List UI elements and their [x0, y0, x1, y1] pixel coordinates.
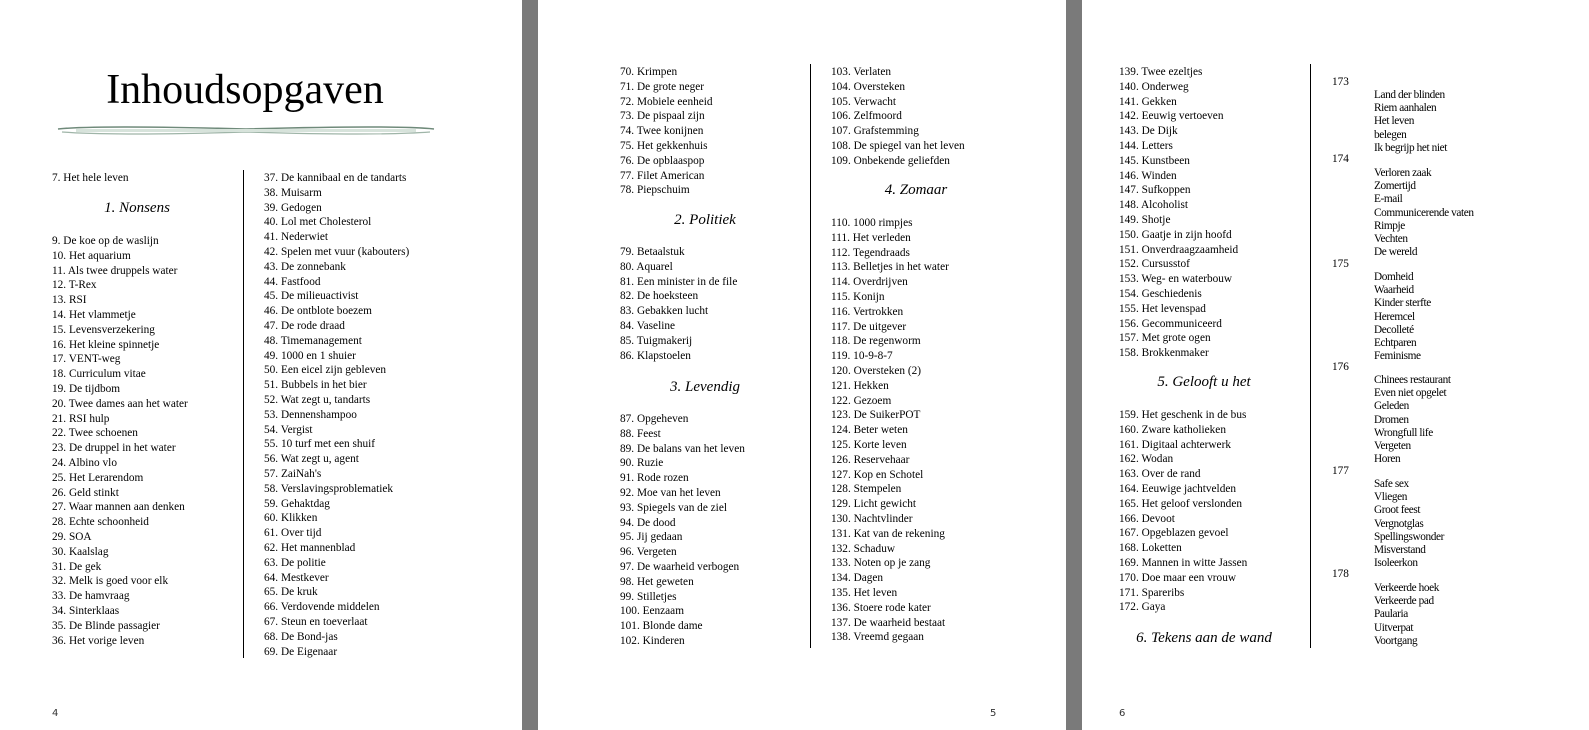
toc-entry: 170. Doe maar een vrouw — [1119, 571, 1237, 584]
poem-title: Feminisme — [1374, 350, 1421, 363]
page-4 — [0, 0, 522, 730]
toc-entry: 103. Verlaten — [831, 66, 892, 78]
toc-entry: 30. Kaalslag — [52, 545, 109, 558]
toc-entry: 119. 10-9-8-7 — [831, 350, 893, 363]
toc-entry: 97. De waarheid verbogen — [620, 561, 740, 573]
toc-entry: 38. Muisarm — [264, 186, 322, 199]
toc-entry: 109. Onbekende geliefden — [831, 154, 950, 167]
poem-title: Het leven — [1374, 115, 1414, 128]
toc-entry: 146. Winden — [1119, 169, 1177, 182]
toc-entry: 46. De ontblote boezem — [264, 305, 372, 318]
poem-group-list — [1374, 271, 1431, 363]
toc-entry: 127. Kop en Schotel — [831, 468, 924, 481]
poem-title: Geleden — [1374, 400, 1409, 413]
toc-entry: 56. Wat zegt u, agent — [264, 453, 359, 466]
toc-entry: 48. Timemanagement — [264, 334, 362, 347]
toc-entry: 69. De Eigenaar — [264, 645, 338, 658]
toc-entry: 16. Het kleine spinnetje — [52, 338, 160, 351]
toc-entry: 95. Jij gedaan — [620, 531, 683, 544]
toc-entry: 27. Waar mannen aan denken — [52, 501, 185, 514]
toc-entry: 161. Digitaal achterwerk — [1119, 438, 1231, 451]
toc-entry: 85. Tuigmakerij — [620, 334, 693, 347]
toc-entry: 89. De balans van het leven — [620, 442, 745, 455]
toc-entry: 101. Blonde dame — [620, 620, 703, 633]
toc-entry: 147. Sufkoppen — [1119, 184, 1191, 197]
toc-entry: 94. De dood — [620, 516, 676, 529]
poem-title: Echtparen — [1374, 337, 1417, 350]
toc-entry: 7. Het hele leven — [52, 172, 129, 184]
toc-entry: 65. De kruk — [264, 586, 318, 599]
toc-entry: 144. Letters — [1119, 140, 1173, 152]
toc-entry: 166. Devoot — [1119, 512, 1175, 525]
poem-title: Dromen — [1374, 413, 1409, 426]
toc-entry: 121. Hekken — [831, 379, 889, 392]
poem-group-list — [1374, 89, 1447, 155]
toc-entry: 49. 1000 en 1 shuier — [264, 349, 356, 362]
toc-entry: 145. Kunstbeen — [1119, 154, 1190, 167]
toc-entry: 43. De zonnebank — [264, 260, 346, 273]
poem-title: belegen — [1374, 128, 1407, 141]
poem-title: Kinder sterfte — [1374, 297, 1431, 310]
toc-entry: 139. Twee ezeltjes — [1119, 66, 1203, 78]
poem-group-number: 174 — [1332, 153, 1349, 165]
toc-entry: 162. Wodan — [1119, 453, 1174, 466]
poem-title: Vechten — [1374, 233, 1408, 246]
toc-entry: 143. De Dijk — [1119, 125, 1178, 138]
toc-entry: 29. SOA — [52, 531, 92, 543]
toc-entry: 132. Schaduw — [831, 542, 896, 555]
toc-entry: 13. RSI — [52, 294, 87, 307]
toc-entry: 130. Nachtvlinder — [831, 513, 913, 525]
toc-entry: 125. Korte leven — [831, 439, 907, 451]
toc-entry: 77. Filet American — [620, 169, 705, 182]
toc-entry: 36. Het vorige leven — [52, 634, 145, 647]
toc-entry: 35. De Blinde passagier — [52, 619, 160, 632]
toc-entry: 90. Ruzie — [620, 457, 664, 470]
poem-title: Heremcel — [1374, 310, 1415, 323]
toc-entry: 51. Bubbels in het bier — [264, 379, 367, 392]
toc-entry: 168. Loketten — [1119, 542, 1182, 555]
toc-entry: 37. De kannibaal en de tandarts — [264, 172, 407, 184]
toc-entry: 82. De hoeksteen — [620, 290, 699, 303]
page-number: 6 — [1119, 708, 1126, 719]
toc-entry: 52. Wat zegt u, tandarts — [264, 394, 371, 406]
poem-title: Misverstand — [1374, 544, 1426, 557]
toc-entry: 118. De regenworm — [831, 335, 921, 348]
toc-entry: 18. Curriculum vitae — [52, 368, 146, 381]
poem-group-list — [1374, 374, 1451, 466]
toc-entry: 102. Kinderen — [620, 635, 685, 647]
toc-entry: 135. Het leven — [831, 587, 898, 599]
toc-entry: 50. Een eicel zijn gebleven — [264, 364, 387, 377]
toc-entry: 163. Over de rand — [1119, 468, 1201, 481]
poem-title: Vliegen — [1374, 491, 1407, 504]
toc-entry: 76. De opblaaspop — [620, 154, 705, 167]
toc-entry: 21. RSI hulp — [52, 412, 110, 425]
toc-entry: 110. 1000 rimpjes — [831, 217, 913, 229]
toc-entry: 15. Levensverzekering — [52, 323, 155, 336]
toc-entry: 150. Gaatje in zijn hoofd — [1119, 228, 1232, 241]
section-heading: 2. Politiek — [674, 212, 736, 228]
poem-group-list — [1374, 167, 1474, 259]
poem-title: Paularia — [1374, 608, 1408, 621]
toc-entry: 73. De pispaal zijn — [620, 110, 705, 123]
toc-entry: 25. Het Lerarendom — [52, 471, 144, 484]
page-6 — [1082, 0, 1589, 730]
toc-entry: 169. Mannen in witte Jassen — [1119, 557, 1248, 569]
toc-entry: 22. Twee schoenen — [52, 427, 138, 440]
toc-entry: 165. Het geloof verslonden — [1119, 497, 1242, 510]
toc-entry: 114. Overdrijven — [831, 276, 908, 289]
page-5 — [538, 0, 1066, 730]
toc-entry: 124. Beter weten — [831, 424, 908, 437]
toc-entry: 151. Onverdraagzaamheid — [1119, 243, 1239, 256]
document-title: Inhoudsopgaven — [106, 67, 384, 113]
toc-entry: 92. Moe van het leven — [620, 487, 721, 499]
toc-entry: 149. Shotje — [1119, 214, 1171, 226]
poem-title: E-mail — [1374, 193, 1403, 206]
poem-title: Even niet opgelet — [1374, 387, 1447, 400]
toc-entry: 123. De SuikerPOT — [831, 409, 921, 422]
toc-entry: 105. Verwacht — [831, 95, 897, 108]
toc-entry: 86. Klapstoelen — [620, 349, 691, 362]
toc-entry: 75. Het gekkenhuis — [620, 140, 708, 152]
toc-entry: 62. Het mannenblad — [264, 542, 356, 554]
column-divider — [243, 170, 244, 658]
toc-entry: 74. Twee konijnen — [620, 125, 704, 138]
toc-entry: 59. Gehaktdag — [264, 497, 330, 510]
toc-entry: 78. Piepschuim — [620, 184, 690, 197]
toc-entry: 63. De politie — [264, 556, 326, 569]
toc-entry: 138. Vreemd gegaan — [831, 631, 924, 644]
toc-entry: 61. Over tijd — [264, 527, 322, 540]
toc-entry: 14. Het vlammetje — [52, 309, 136, 321]
toc-entry: 160. Zware katholieken — [1119, 423, 1226, 436]
poem-title: Verloren zaak — [1374, 167, 1432, 179]
toc-entry: 31. De gek — [52, 560, 102, 573]
toc-entry: 136. Stoere rode kater — [831, 601, 931, 614]
poem-title: Isoleerkon — [1374, 557, 1418, 570]
toc-entry: 104. Oversteken — [831, 80, 906, 93]
toc-entry: 122. Gezoem — [831, 394, 892, 407]
poem-title: Uitverpat — [1374, 621, 1414, 634]
toc-entry: 55. 10 turf met een shuif — [264, 438, 376, 451]
toc-entry: 107. Grafstemming — [831, 125, 919, 138]
toc-entry: 64. Mestkever — [264, 571, 329, 584]
toc-entry: 84. Vaseline — [620, 320, 676, 332]
toc-entry: 108. De spiegel van het leven — [831, 140, 965, 152]
poem-title: Waarheid — [1374, 284, 1414, 297]
toc-entry: 24. Albino vlo — [52, 457, 117, 469]
toc-entry: 137. De waarheid bestaat — [831, 616, 946, 629]
toc-entry: 142. Eeuwig vertoeven — [1119, 110, 1224, 123]
toc-entry: 106. Zelfmoord — [831, 110, 902, 123]
section-heading: 1. Nonsens — [104, 200, 170, 216]
section-heading: 6. Tekens aan de wand — [1136, 630, 1272, 646]
toc-entry: 154. Geschiedenis — [1119, 288, 1202, 300]
toc-entry: 99. Stilletjes — [620, 590, 677, 603]
poem-title: Zomertijd — [1374, 180, 1416, 193]
poem-title: Vergeten — [1374, 440, 1411, 453]
poem-group-list — [1374, 582, 1439, 648]
toc-entry: 171. Spareribs — [1119, 586, 1185, 599]
toc-entry: 141. Gekken — [1119, 95, 1177, 108]
toc-entry: 34. Sinterklaas — [52, 605, 120, 617]
poem-title: Communicerende vaten — [1374, 206, 1474, 219]
toc-entry: 10. Het aquarium — [52, 249, 131, 262]
toc-entry: 133. Noten op je zang — [831, 557, 931, 570]
toc-entry: 42. Spelen met vuur (kabouters) — [264, 246, 410, 258]
toc-entry: 126. Reservehaar — [831, 453, 910, 466]
toc-entry: 83. Gebakken lucht — [620, 305, 709, 318]
poem-title: Groot feest — [1374, 504, 1421, 517]
toc-entry: 131. Kat van de rekening — [831, 527, 945, 540]
toc-entry: 157. Met grote ogen — [1119, 332, 1211, 345]
toc-entry: 100. Eenzaam — [620, 605, 684, 618]
toc-entry: 39. Gedogen — [264, 201, 322, 214]
column-divider — [810, 64, 811, 648]
section-heading: 4. Zomaar — [884, 182, 948, 198]
section-heading: 5. Gelooft u het — [1157, 374, 1251, 390]
toc-entry: 140. Onderweg — [1119, 80, 1189, 93]
toc-entry: 156. Gecommuniceerd — [1119, 317, 1222, 330]
poem-title: Horen — [1374, 453, 1401, 466]
toc-entry: 93. Spiegels van de ziel — [620, 501, 727, 514]
toc-entry: 96. Vergeten — [620, 546, 677, 559]
poem-title: Safe sex — [1374, 478, 1409, 490]
toc-entry: 80. Aquarel — [620, 260, 673, 273]
toc-entry: 115. Konijn — [831, 291, 885, 303]
toc-entry: 71. De grote neger — [620, 80, 705, 93]
poem-title: Rimpje — [1374, 219, 1405, 232]
toc-entry: 81. Een minister in de file — [620, 275, 738, 288]
toc-entry: 113. Belletjes in het water — [831, 261, 949, 274]
toc-entry: 67. Steun en toeverlaat — [264, 616, 368, 628]
toc-entry: 11. Als twee druppels water — [52, 264, 178, 277]
toc-entry: 158. Brokkenmaker — [1119, 347, 1209, 360]
toc-entry: 91. Rode rozen — [620, 472, 689, 485]
toc-entry: 148. Alcoholist — [1119, 199, 1189, 212]
section-heading: 3. Levendig — [670, 379, 740, 395]
toc-entry: 70. Krimpen — [620, 66, 678, 78]
toc-entry: 58. Verslavingsproblematiek — [264, 482, 394, 495]
title-ornament — [56, 124, 436, 138]
poem-title: De wereld — [1374, 246, 1418, 259]
poem-title: Decolleté — [1374, 323, 1414, 336]
poem-title: Vergnotglas — [1374, 517, 1424, 530]
poem-title: Land der blinden — [1374, 89, 1445, 101]
poem-group-number: 177 — [1332, 465, 1349, 477]
toc-entry: 47. De rode draad — [264, 320, 345, 332]
toc-entry: 54. Vergist — [264, 423, 313, 436]
toc-entry: 98. Het geweten — [620, 575, 694, 588]
poem-title: Voortgang — [1374, 634, 1418, 647]
toc-entry: 40. Lol met Cholesterol — [264, 216, 372, 229]
toc-entry: 57. ZaiNah's — [264, 468, 322, 480]
toc-entry: 87. Opgeheven — [620, 413, 689, 425]
poem-title: Domheid — [1374, 271, 1414, 283]
toc-entry: 152. Cursusstof — [1119, 258, 1190, 271]
poem-group-number: 173 — [1332, 76, 1349, 88]
toc-entry: 60. Klikken — [264, 512, 318, 525]
toc-entry: 120. Oversteken (2) — [831, 365, 922, 377]
toc-entry: 53. Dennenshampoo — [264, 408, 357, 421]
page-number: 5 — [990, 708, 997, 719]
poem-title: Riem aanhalen — [1374, 102, 1437, 115]
toc-entry: 17. VENT-weg — [52, 353, 121, 366]
toc-entry: 112. Tegendraads — [831, 246, 910, 259]
poem-title: Verkeerde pad — [1374, 595, 1434, 608]
toc-entry: 20. Twee dames aan het water — [52, 397, 188, 410]
toc-entry: 72. Mobiele eenheid — [620, 95, 713, 108]
toc-entry: 128. Stempelen — [831, 483, 902, 496]
toc-entry: 23. De druppel in het water — [52, 442, 176, 455]
poem-group-number: 178 — [1332, 568, 1349, 580]
toc-entry: 172. Gaya — [1119, 601, 1166, 614]
toc-entry: 116. Vertrokken — [831, 305, 904, 318]
poem-title: Spellingswonder — [1374, 530, 1444, 543]
toc-entry: 129. Licht gewicht — [831, 498, 917, 511]
toc-entry: 159. Het geschenk in de bus — [1119, 409, 1247, 421]
toc-entry: 44. Fastfood — [264, 275, 321, 288]
poem-title: Ik begrijp het niet — [1374, 141, 1448, 154]
poem-group-list — [1374, 478, 1444, 570]
toc-entry: 164. Eeuwige jachtvelden — [1119, 483, 1237, 495]
page-number: 4 — [52, 708, 59, 719]
toc-entry: 28. Echte schoonheid — [52, 516, 149, 529]
poem-title: Verkeerde hoek — [1374, 582, 1439, 594]
toc-entry: 111. Het verleden — [831, 231, 911, 244]
toc-entry: 41. Nederwiet — [264, 231, 328, 244]
toc-entry: 32. Melk is goed voor elk — [52, 575, 169, 588]
poem-group-number: 176 — [1332, 361, 1349, 373]
toc-entry: 26. Geld stinkt — [52, 486, 119, 499]
toc-entry: 68. De Bond-jas — [264, 630, 338, 643]
toc-entry: 117. De uitgever — [831, 320, 907, 333]
toc-entry: 12. T-Rex — [52, 279, 97, 292]
toc-entry: 19. De tijdbom — [52, 383, 121, 395]
toc-entry: 9. De koe op de waslijn — [52, 235, 159, 247]
toc-entry: 134. Dagen — [831, 572, 884, 585]
toc-entry: 33. De hamvraag — [52, 590, 130, 603]
poem-title: Wrongfull life — [1374, 426, 1433, 439]
toc-entry: 79. Betaalstuk — [620, 246, 685, 258]
toc-entry: 167. Opgeblazen gevoel — [1119, 527, 1229, 540]
column-divider — [1310, 64, 1311, 648]
toc-entry: 155. Het levenspad — [1119, 302, 1206, 315]
toc-entry: 153. Weg- en waterbouw — [1119, 273, 1233, 286]
toc-entry: 45. De milieuactivist — [264, 290, 359, 303]
toc-entry: 66. Verdovende middelen — [264, 601, 380, 614]
poem-title: Chinees restaurant — [1374, 374, 1451, 386]
poem-group-number: 175 — [1332, 258, 1349, 270]
toc-entry: 88. Feest — [620, 427, 661, 440]
